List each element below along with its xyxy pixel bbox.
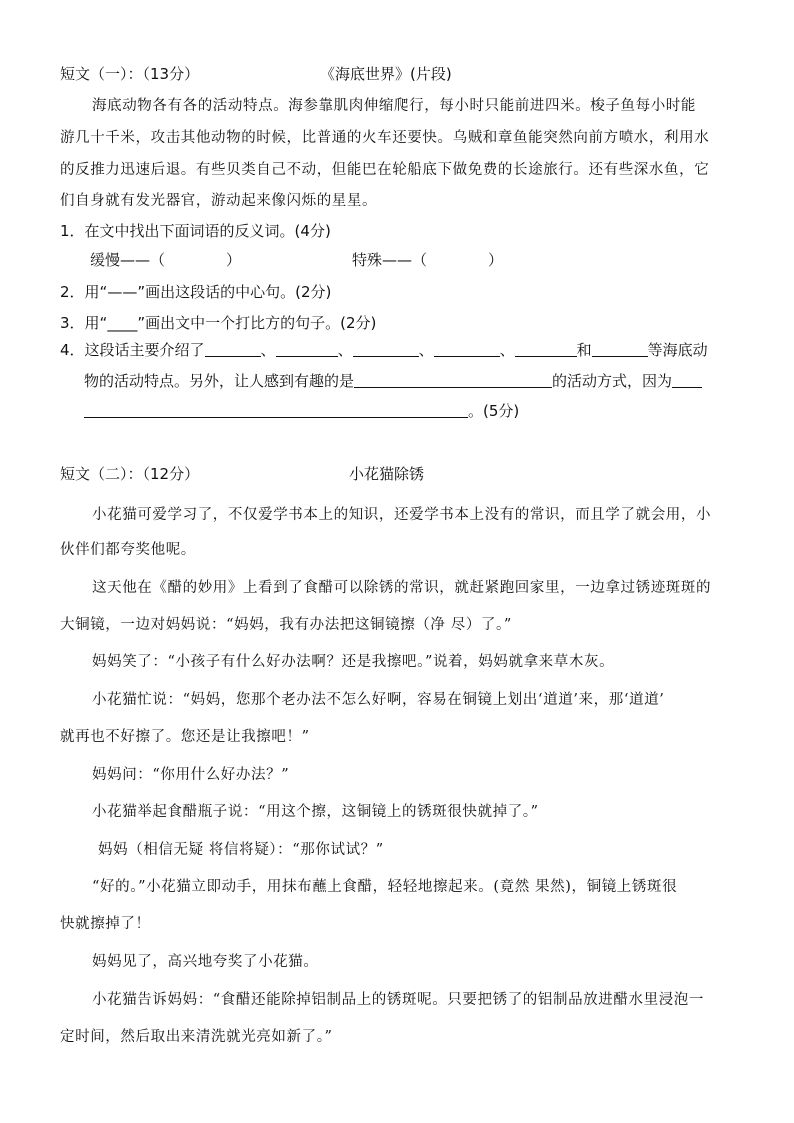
- passage2-line: 妈妈笑了：“小孩子有什么好办法啊？还是我擦吧。”说着，妈妈就拿来草木灰。: [92, 654, 615, 670]
- passage2-line: 这天他在《醋的妙用》上看到了食醋可以除锈的常识，就赶紧跑回家里，一边拿过锈迹斑斑的: [92, 580, 712, 596]
- question-3: 3．用“____”画出文中一个打比方的句子。(2分): [60, 314, 377, 332]
- q4-blank-4[interactable]: [434, 340, 500, 357]
- passage1-title: 《海底世界》(片段): [320, 65, 452, 83]
- q4-blank-interesting[interactable]: [354, 371, 552, 388]
- q1-word-b-close: ）: [488, 251, 504, 269]
- passage2-line: 小花猫举起食醋瓶子说：“用这个擦，这铜镜上的锈斑很快就掉了。”: [92, 804, 539, 820]
- passage2-heading: 短文（二）：（12分）: [60, 465, 200, 483]
- q4-and: 和: [576, 341, 592, 359]
- q4-blank-reason[interactable]: [672, 371, 702, 388]
- q4-blank-5[interactable]: [515, 340, 577, 357]
- q4-separator: 、: [499, 341, 515, 359]
- passage1-paragraph-line: 们自身就有发光器官，游动起来像闪烁的星星。: [60, 193, 378, 209]
- q4-blank-6[interactable]: [592, 340, 648, 357]
- q1-word-a-close: ）: [226, 251, 242, 269]
- passage2-line: 定时间，然后取出来清洗就光亮如新了。”: [60, 1029, 333, 1045]
- q4-points: 。(5分): [468, 402, 520, 420]
- passage2-line: 小花猫忙说：“妈妈，您那个老办法不怎么好啊，容易在铜镜上划出‘道道’来，那‘道道’: [92, 692, 665, 708]
- passage1-paragraph-line: 游几十千米，攻击其他动物的时候，比普通的火车还要快。乌贼和章鱼能突然向前方喷水，利用水: [60, 130, 710, 146]
- passage2-line: 妈妈问：“你用什么好办法？”: [92, 767, 290, 783]
- q4-separator: 、: [418, 341, 434, 359]
- question-4-line-2: [84, 371, 702, 391]
- question-2: 2．用“——”画出这段话的中心句。(2分): [60, 283, 332, 301]
- q4-blank-1[interactable]: [205, 340, 261, 357]
- passage2-line: 快就擦掉了！: [60, 916, 151, 932]
- q4-blank-3[interactable]: [353, 340, 419, 357]
- q1-word-b-label: 特殊——（: [352, 251, 428, 269]
- q1-word-a-label: 缓慢——（: [90, 251, 166, 269]
- q4-intro: 4．这段话主要介绍了: [60, 341, 205, 359]
- question-4-line-3: [84, 401, 519, 421]
- question-1: 1．在文中找出下面词语的反义词。(4分): [60, 222, 331, 240]
- q4-blank-2[interactable]: [276, 340, 338, 357]
- passage2-title: 小花猫除锈: [349, 465, 425, 483]
- passage1-paragraph-line: 的反推力迅速后退。有些贝类自己不动，但能巴在轮船底下做免费的长途旅行。还有些深水鱼，它: [60, 162, 710, 178]
- passage2-line: 妈妈（相信无疑 将信将疑）：“那你试试？”: [98, 842, 384, 858]
- passage2-line: 就再也不好擦了。您还是让我擦吧！”: [60, 729, 310, 745]
- passage1-heading: 短文（一）：（13分）: [60, 65, 200, 83]
- q4-line2-mid: 的活动方式，因为: [552, 372, 673, 390]
- passage1-paragraph-line: 海底动物各有各的活动特点。海参靠肌肉伸缩爬行，每小时只能前进四米。梭子鱼每小时能: [92, 98, 696, 114]
- q4-separator: 、: [337, 341, 353, 359]
- passage2-line: 小花猫告诉妈妈：“食醋还能除掉铝制品上的锈斑呢。只要把锈了的铝制品放进醋水里浸泡一: [92, 992, 705, 1008]
- q4-line2-text: 物的活动特点。另外，让人感到有趣的是: [84, 372, 355, 390]
- q4-separator: 、: [260, 341, 276, 359]
- q4-blank-reason-cont[interactable]: [84, 401, 468, 418]
- q4-tail: 等海底动: [647, 341, 708, 359]
- passage2-line: 大铜镜，一边对妈妈说：“妈妈，我有办法把这铜镜擦（净 尽）了。”: [60, 617, 512, 633]
- passage2-line: “好的。”小花猫立即动手，用抹布蘸上食醋，轻轻地擦起来。(竟然 果然)，铜镜上锈斑很: [92, 879, 678, 895]
- question-4: [60, 340, 708, 360]
- passage2-line: 伙伴们都夸奖他呢。: [60, 542, 196, 558]
- passage2-line: 妈妈见了，高兴地夸奖了小花猫。: [92, 954, 319, 970]
- passage2-line: 小花猫可爱学习了，不仅爱学书本上的知识，还爱学书本上没有的常识，而且学了就会用，小: [92, 507, 712, 523]
